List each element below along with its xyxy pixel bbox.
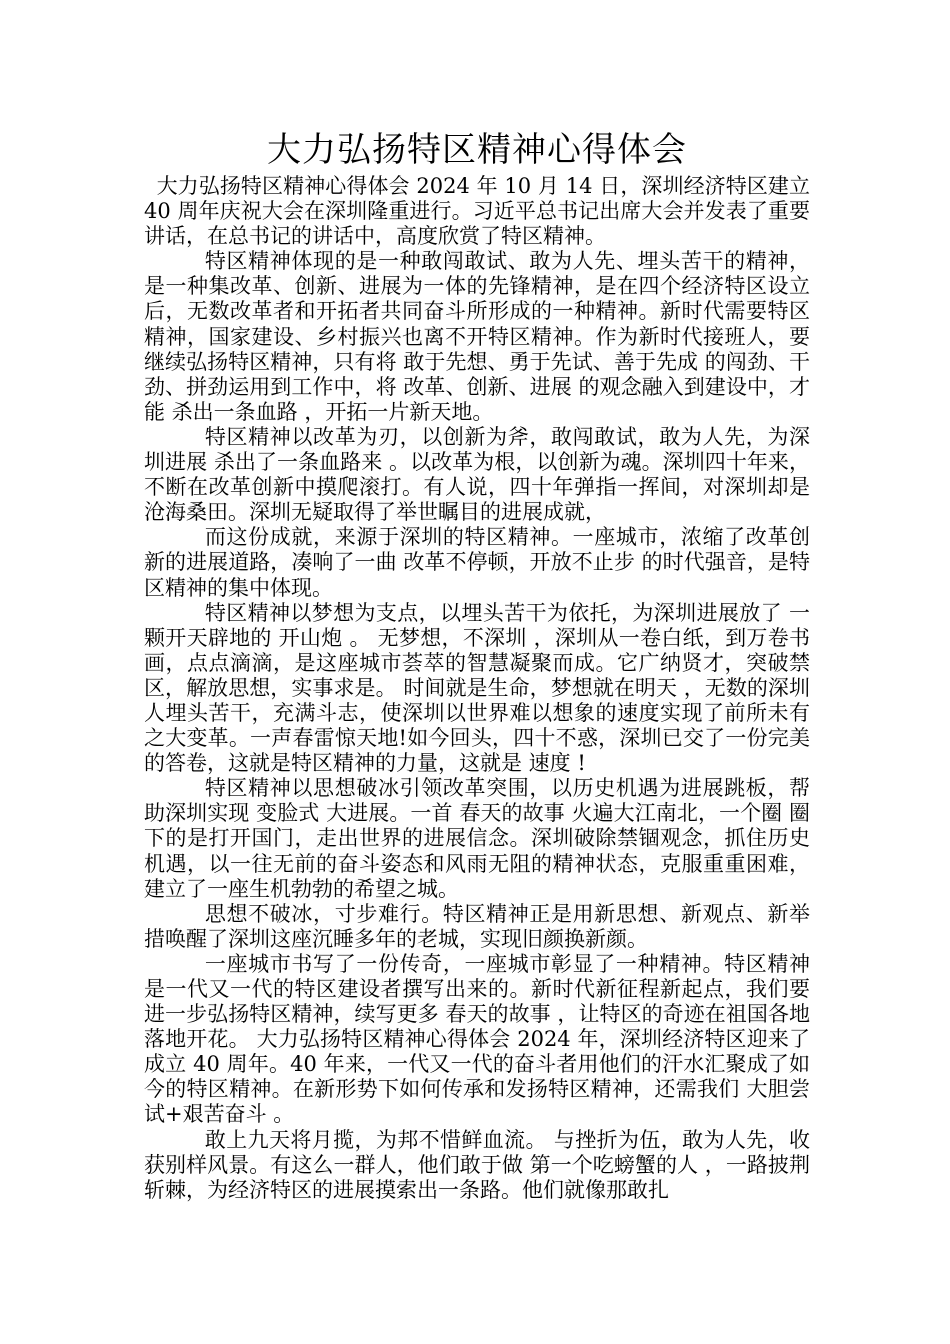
document-title: 大力弘扬特区精神心得体会 — [267, 130, 687, 170]
paragraph-7: 思想不破冰，寸步难行。特区精神正是用新思想、新观点、新举措唤醒了深圳这座沉睡多年的老城，实现旧颜换新颜。 — [144, 901, 810, 951]
document-page — [144, 128, 810, 1203]
paragraph-5: 特区精神以梦想为支点，以埋头苦干为依托，为深圳进展放了 一颗开天辟地的 开山炮 。 无梦想，不深圳 ，深圳从一卷白纸，到万卷书画，点点滴滴，是这座城市荟萃的智慧凝聚而成。它广纳贤才，突破禁区，解放思想，实事求是。 时间就是生命，梦想就在明天 ，无数的深圳人埋头苦干，充满斗志，使深圳以世界难以想象的速度实现了前所未有之大变革。一声春雷惊天地!如今回头，四十不惑，深圳已交了一份完美的答卷，这就是特区精神的力量，这就是 速度 ! — [144, 600, 810, 776]
paragraph-9: 敢上九天将月揽，为邦不惜鲜血流。 与挫折为伍，敢为人先，收获别样风景。有这么一群人，他们敢于做 第一个吃螃蟹的人 ，一路披荆斩棘，为经济特区的进展摸索出一条路。他们就像那敢扎 — [144, 1127, 810, 1202]
paragraph-1: 大力弘扬特区精神心得体会 2024 年 10 月 14 日，深圳经济特区建立 40 周年庆祝大会在深圳隆重进行。习近平总书记出席大会并发表了重要讲话，在总书记的讲话中，高度欣赏了特区精神。 — [144, 174, 810, 249]
paragraph-3: 特区精神以改革为刃，以创新为斧，敢闯敢试，敢为人先，为深圳进展 杀出了一条血路来 。以改革为根，以创新为魂。深圳四十年来，不断在改革创新中摸爬滚打。有人说，四十年弹指一挥间，对深圳却是沧海桑田。深圳无疑取得了举世瞩目的进展成就， — [144, 424, 810, 525]
paragraph-8: 一座城市书写了一份传奇，一座城市彰显了一种精神。特区精神是一代又一代的特区建设者撰写出来的。新时代新征程新起点，我们要进一步弘扬特区精神，续写更多 春天的故事 ，让特区的奇迹在祖国各地落地开花。 大力弘扬特区精神心得体会 2024 年，深圳经济特区迎来了成立 40 周年。40 年来，一代又一代的奋斗者用他们的汗水汇聚成了如今的特区精神。在新形势下如何传承和发扬特区精神，还需我们 大胆尝试+艰苦奋斗 。 — [144, 951, 810, 1127]
paragraph-2: 特区精神体现的是一种敢闯敢试、敢为人先、埋头苦干的精神，是一种集改革、创新、进展为一体的先锋精神，是在四个经济特区设立后，无数改革者和开拓者共同奋斗所形成的一种精神。新时代需要特区精神，国家建设、乡村振兴也离不开特区精神。作为新时代接班人，要继续弘扬特区精神，只有将 敢于先想、勇于先试、善于先成 的闯劲、干劲、拼劲运用到工作中，将 改革、创新、进展 的观念融入到建设中，才能 杀出一条血路 ，开拓一片新天地。 — [144, 249, 810, 424]
paragraph-4: 而这份成就，来源于深圳的特区精神。一座城市，浓缩了改革创新的进展道路，凑响了一曲 改革不停顿，开放不止步 的时代强音，是特区精神的集中体现。 — [144, 525, 810, 600]
paragraph-6: 特区精神以思想破冰引领改革突围，以历史机遇为进展跳板，帮助深圳实现 变脸式 大进展。一首 春天的故事 火遍大江南北，一个圈 圈下的是打开国门，走出世界的进展信念。深圳破除禁锢观念，抓住历史机遇，以一往无前的奋斗姿态和风雨无阻的精神状态，克服重重困难，建立了一座生机勃勃的希望之城。 — [144, 776, 810, 901]
